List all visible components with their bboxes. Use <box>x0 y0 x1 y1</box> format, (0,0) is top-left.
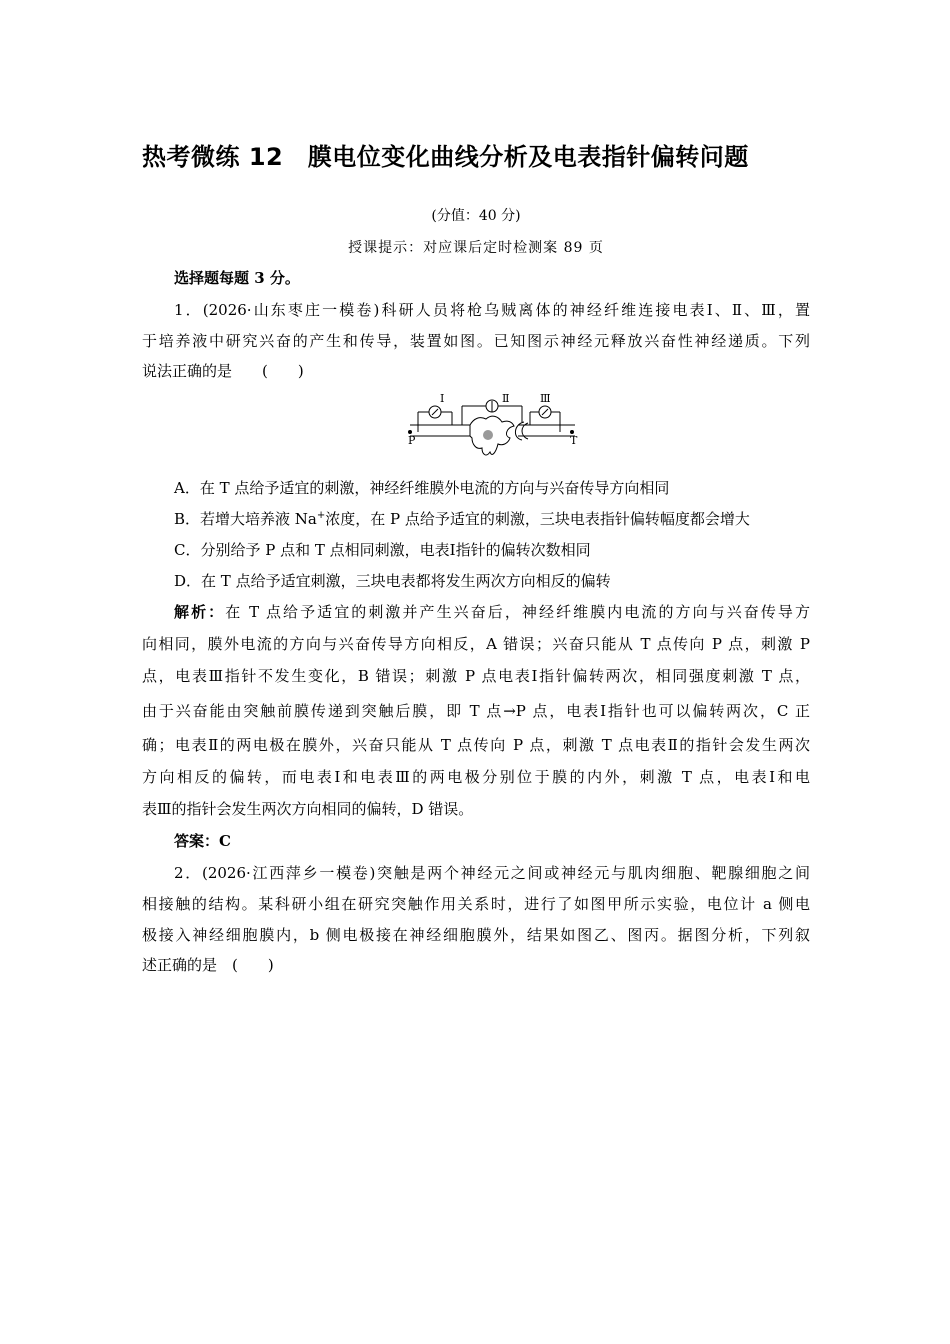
q1-analysis-line-7: 表Ⅲ的指针会发生两次方向相同的偏转，D 错误。 <box>142 800 474 818</box>
q1-option-b <box>174 509 810 529</box>
teacher-tip: 授课提示：对应课后定时检测案 89 页 <box>348 240 604 256</box>
q1-analysis-line-3: 点，电表Ⅲ指针不发生变化，B 错误；刺激 P 点电表Ⅰ指针偏转两次，相同强度刺激 T 点， <box>142 667 810 685</box>
q1-line-2: 于培养液中研究兴奋的产生和传导，装置如图。已知图示神经元释放兴奋性神经递质。下列 <box>142 332 810 350</box>
q2-line-2: 相接触的结构。某科研小组在研究突触作用关系时，进行了如图甲所示实验，电位计 a 侧电 <box>142 895 810 913</box>
q1-option-a: A．在 T 点给予适宜的刺激，神经纤维膜外电流的方向与兴奋传导方向相同 <box>174 479 670 497</box>
q1-analysis-line-6: 方向相反的偏转，而电表Ⅰ和电表Ⅲ的两电极分别位于膜的内外，刺激 T 点，电表Ⅰ和电 <box>142 768 810 786</box>
q1-option-b-post: 浓度，在 P 点给予适宜的刺激，三块电表指针偏转幅度都会增大 <box>325 510 750 528</box>
point-p-label: P <box>408 434 416 447</box>
meter-2-label: Ⅱ <box>502 392 510 405</box>
nerve-fiber-figure <box>400 392 585 462</box>
point-t-label: T <box>570 434 578 447</box>
q1-analysis-line-1 <box>142 602 810 622</box>
q1-line-1: 1．(2026·山东枣庄一模卷)科研人员将枪乌贼离体的神经纤维连接电表Ⅰ、Ⅱ、Ⅲ，置 <box>174 301 810 319</box>
score-note: (分值：40 分) <box>431 208 521 224</box>
q2-line-1: 2．(2026·江西萍乡一模卷)突触是两个神经元之间或神经元与肌肉细胞、靶腺细胞之间 <box>174 864 810 882</box>
analysis-label: 解析： <box>174 603 226 621</box>
q1-option-b-sup: + <box>316 510 326 521</box>
analysis-text-1: 在 T 点给予适宜的刺激并产生兴奋后，神经纤维膜内电流的方向与兴奋传导方 <box>225 603 810 621</box>
q1-analysis-line-5: 确；电表Ⅱ的两电极在膜外，兴奋只能从 T 点传向 P 点，刺激 T 点电表Ⅱ的指针会发生两次 <box>142 736 810 754</box>
section-header: 选择题每题 3 分。 <box>174 269 300 287</box>
q1-option-d: D．在 T 点给予适宜刺激，三块电表都将发生两次方向相反的偏转 <box>174 572 611 590</box>
q1-option-c: C．分别给予 P 点和 T 点相同刺激，电表Ⅰ指针的偏转次数相同 <box>174 541 591 559</box>
meter-1-label: Ⅰ <box>440 392 445 405</box>
q1-analysis-line-4: 由于兴奋能由突触前膜传递到突触后膜，即 T 点→P 点，电表Ⅰ指针也可以偏转两次，C 正 <box>142 702 810 720</box>
neuron-nucleus <box>483 430 493 440</box>
q2-line-3: 极接入神经细胞膜内，b 侧电极接在神经细胞膜外，结果如图乙、图丙。据图分析，下列叙 <box>142 926 810 944</box>
q1-answer: 答案：C <box>174 832 231 850</box>
q1-line-3: 说法正确的是 ( ) <box>142 362 304 380</box>
q1-option-b-pre: B．若增大培养液 Na <box>174 510 317 528</box>
page-title: 热考微练 12 膜电位变化曲线分析及电表指针偏转问题 <box>142 143 749 171</box>
q2-line-4: 述正确的是 ( ) <box>142 956 274 974</box>
meter-3-label: Ⅲ <box>540 392 551 405</box>
q1-analysis-line-2: 向相同，膜外电流的方向与兴奋传导方向相反，A 错误；兴奋只能从 T 点传向 P 点，刺激 P <box>142 635 810 653</box>
